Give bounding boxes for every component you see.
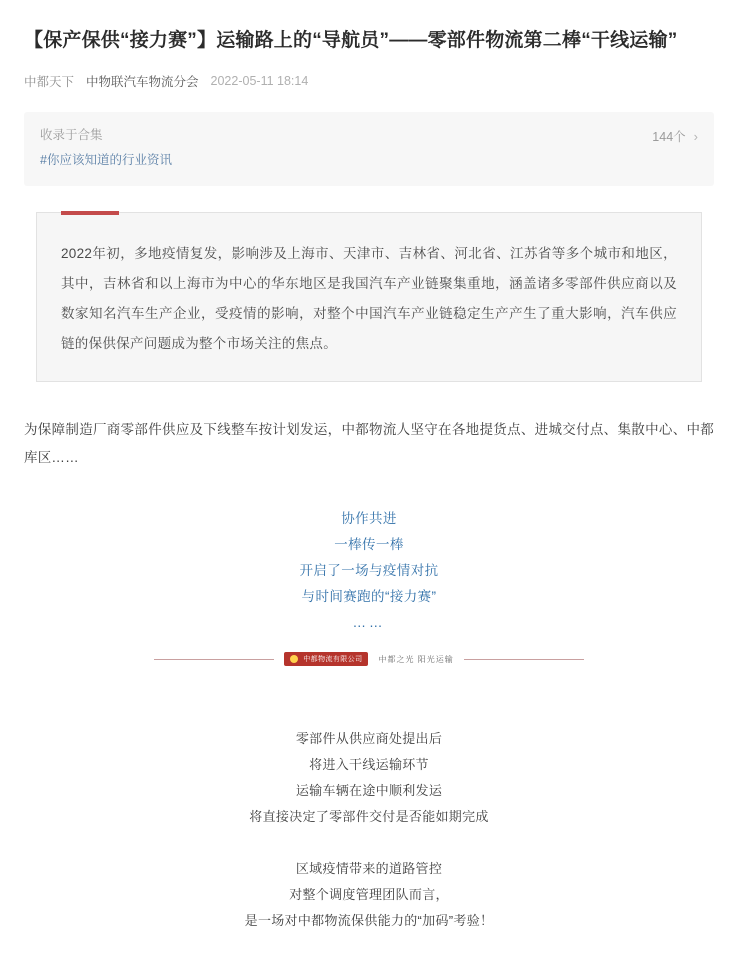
collection-banner[interactable] (24, 112, 714, 186)
divider-rule-left (154, 659, 274, 660)
highlight-line: 一棒传一棒 (334, 537, 404, 552)
highlight-line: 协作共进 (341, 511, 397, 526)
highlight-block (24, 506, 714, 636)
collection-tag-link[interactable]: #你应该知道的行业资讯 (40, 153, 172, 167)
closing-line: 将直接决定了零部件交付是否能如期完成 (249, 809, 489, 824)
logo-divider (24, 652, 714, 666)
highlight-line: 与时间赛跑的“接力赛” (301, 589, 437, 604)
collection-label: 收录于合集 (40, 128, 103, 142)
logo-mark-icon (290, 655, 298, 663)
logo-slogan: 中都之光 阳光运输 (378, 654, 454, 664)
logo-text: 中都物流有限公司 (303, 656, 363, 663)
closing-line: 区域疫情带来的道路管控 (295, 861, 443, 876)
highlight-ellipsis: …… (352, 615, 386, 630)
meta-account[interactable]: 中物联汽车物流分会 (86, 75, 199, 89)
highlight-line: 开启了一场与疫情对抗 (299, 563, 439, 578)
closing-line: 运输车辆在途中顺利发运 (295, 783, 443, 798)
company-logo (284, 652, 368, 666)
collection-count: 144个 (652, 130, 686, 144)
closing-line: 零部件从供应商处提出后 (295, 731, 443, 746)
closing-block-1 (24, 726, 714, 830)
page-title: 【保产保供“接力赛”】运输路上的“导航员”——零部件物流第二棒“干线运输” (24, 30, 678, 51)
closing-line: 对整个调度管理团队而言， (289, 887, 449, 902)
accent-bar (61, 211, 119, 215)
article-meta (24, 72, 714, 90)
chevron-right-icon: › (693, 128, 698, 144)
collection-count-area[interactable] (652, 127, 698, 145)
quote-box (36, 212, 702, 382)
closing-line: 是一场对中都物流保供能力的“加码”考验！ (244, 913, 494, 928)
collection-info (40, 125, 172, 171)
meta-author: 中都天下 (24, 75, 75, 89)
meta-date: 2022-05-11 18:14 (210, 74, 309, 88)
quote-text: 2022年初，多地疫情复发，影响涉及上海市、天津市、吉林省、河北省、江苏省等多个城市和地区，其中，吉林省和以上海市为中心的华东地区是我国汽车产业链聚集重地，涵盖诸多零部件供应商以及数家知名汽车生产企业，受疫情的影响，对整个中国汽车产业链稳定生产产生了重大影响，汽车供应链的保供保产问题成为整个市场关注的焦点。 (61, 246, 677, 351)
divider-rule-right (464, 659, 584, 660)
closing-line: 将进入干线运输环节 (309, 757, 429, 772)
body-paragraph: 为保障制造厂商零部件供应及下线整车按计划发运，中都物流人坚守在各地提货点、进城交付点、集散中心、中都库区…… (24, 422, 714, 465)
closing-block-2 (24, 856, 714, 934)
